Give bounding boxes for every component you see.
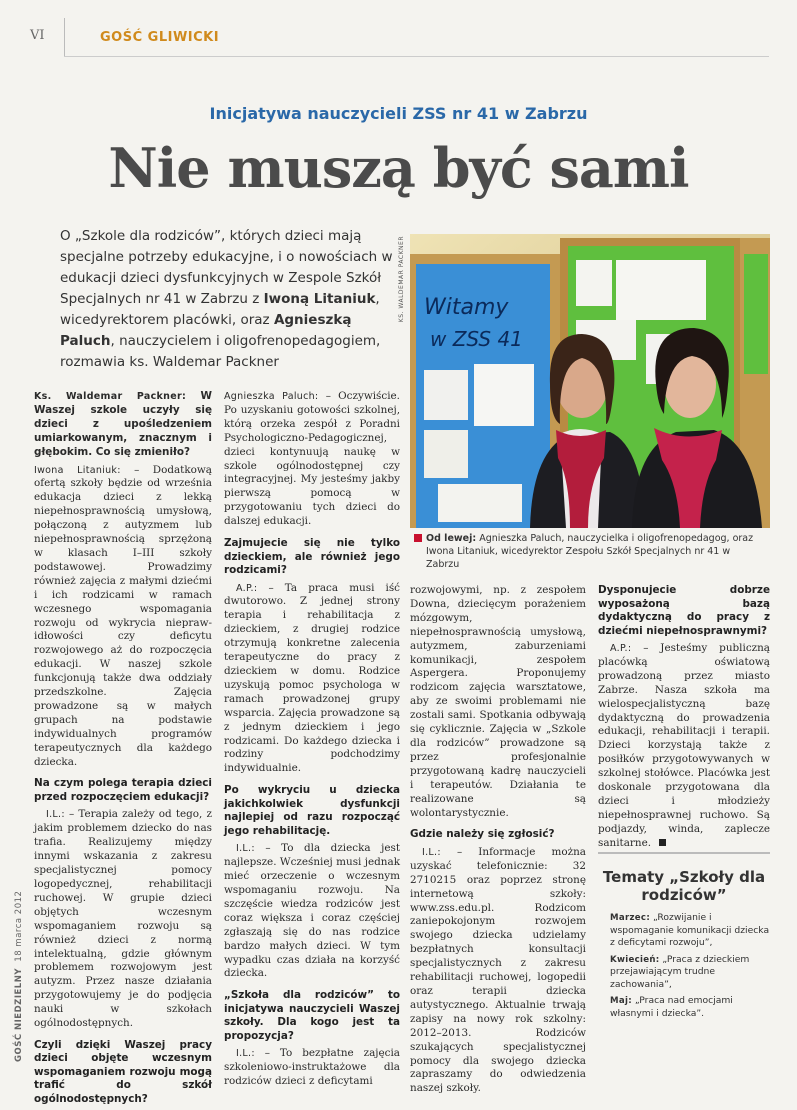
sidebar-topic: „Rozwijanie i wspomaganie komunikacji dziecka z deficytami rozwoju”,	[610, 912, 770, 948]
sidebar-month: Maj:	[610, 996, 632, 1006]
article-kicker: Inicjatywa nauczycieli ZSS nr 41 w Zabrzu	[209, 104, 588, 123]
answer-text: – Ta praca musi iść dwutorowo. Z jednej strony terapia i rehabilitacja z dzieckiem, z drugiej rodzice otrzymują konkretne zalecenia terapeutyczne do pracy z dzieckiem w domu. Rodzice uzyskują pomoc psychologa w ramach prowadzonej grupy wsparcia. Zajęcia prowadzone są z jednym dzieckiem i jego rodzicami. Do każdego dziecka i rodziny podchodzimy indywidualnie.	[224, 581, 400, 775]
speaker-label: I.L.:	[46, 809, 65, 821]
article-column-4	[598, 584, 770, 855]
caption-text: Agnieszka Paluch, nauczycielka i oligofrenopedagog, oraz Iwona Litaniuk, wicedyrektor Zespołu Szkół Specjalnych nr 41 w Zabrzu	[426, 533, 754, 570]
lead-text: , wicedyrektorem placówki, oraz	[60, 291, 380, 328]
board-text-zss: w ZSS 41	[430, 327, 523, 351]
answer-text: – Oczywiście. Po uzyskaniu gotowości szkolnej, którą orzeka zespół z Poradni Psychologiczno-Pedagogicznej, dzieci kontynuują naukę w szkole ogólnodostępnej czy integracyjnej. My jesteśmy jakby pierwszą pomocą w przygotowaniu tych dzieci do dalszej edukacji.	[224, 390, 400, 528]
answer-text: – Jesteśmy publiczną placówką oświatową prowadzoną przez miasto Zabrze. Nasza szkoła ma wielospecjalistyczną bazę dydaktyczną do prowadzenia edukacji, rehabilitacji i terapii. Dzieci korzystają także z posiłków przygotowywanych w szkolnej stołówce. Placówka jest doskonale przygotowana dla dzieci i młodzieży niepełnosprawnej ruchowo. Są podjazdy, winda, zaplecze sanitarne.	[598, 642, 770, 849]
article-headline: Nie muszą być sami	[108, 136, 689, 200]
lead-name-paluch: Agnieszką Paluch	[60, 312, 352, 349]
sidebar-item	[610, 954, 770, 992]
speaker-label: I.L.:	[236, 843, 255, 855]
board-text-witamy: Witamy	[424, 295, 509, 320]
answer-text: – To dla dziecka jest najlepsze. Wcześniej musi jednak mieć orzeczenie o wczesnym wspomaganiu rozwoju. Na szczęście wiedza rodziców jest coraz większa i coraz częściej zgłaszają się do nas rodzice bardzo małych dzieci. W tym wypadku czas działa na korzyść dziecka.	[224, 842, 400, 980]
sidebar-item	[610, 912, 770, 950]
header-rule	[64, 56, 769, 57]
speaker-label: A.P.:	[610, 643, 632, 654]
question-heading: Czyli dzięki Waszej pracy dzieci objęte wczesnym wspomaganiem rozwoju mogą trafić do szkół ogólnodostępnych?	[34, 1038, 212, 1105]
article-lead	[60, 226, 400, 373]
lead-text: O „Szkole dla rodziców”, których dzieci mają specjalne potrzeby edukacyjne, i o nowościach w edukacji dzieci dysfunkcyjnych w Zespole Szkół Specjalnych nr 41 w Zabrzu z	[60, 228, 393, 307]
answer-text: – Terapia zależy od tego, z jakim problemem dziecko do nas trafia. Realizujemy między innymi wskazania z zakresu specjalistycznej pomocy logopedycznej, rehabilitacji ruchowej. W grupie dzieci objętych wczesnym wspomaganiem rozwoju są również dzieci z normą intelektualną, gdzie głównym problemem rozwojowym jest autyzm. Przez nasze działania przygotowujemy je do podjęcia nauki w szkołach ogólnodostępnych.	[34, 808, 212, 1030]
sidebar-item	[610, 995, 770, 1020]
article-photo	[410, 234, 770, 528]
lead-name-litaniuk: Iwoną Litaniuk	[263, 291, 376, 307]
sidebar-month: Marzec:	[610, 913, 651, 923]
topics-sidebar	[598, 852, 770, 1050]
side-footer	[14, 872, 28, 1062]
answer-text: rozwojowymi, np. z zespołem Downa, dziecięcym porażeniem mózgowym, niepełnosprawnością umysłową, autyzmem, zaburzeniami komunikacji, zespołem Aspergera. Proponujemy rodzicom zajęcia warsztatowe, aby ze swoimi problemami nie zostali sami. Spotkania odbywają się cyklicznie. Zajęcia w „Szkole dla rodziców” prowadzone są przez profesjonalnie przygotowaną kadrę nauczycieli i terapeutów. Działania te realizowane są wolontarystycznie.	[410, 584, 586, 819]
photo-caption	[426, 532, 766, 571]
footer-magazine: GOŚĆ NIEDZIELNY	[14, 968, 24, 1062]
answer-text: – To bezpłatne zajęcia szkoleniowo-instruktażowe dla rodziców dzieci z deficytami	[224, 1047, 400, 1088]
article-column-2	[224, 390, 400, 1093]
caption-lead: Od lewej:	[426, 533, 477, 544]
answer-text: – Dodatkową ofertą szkoły będzie od września edukacja dzieci z lekką niepełnosprawnością umysłową, połączoną z autyzmem lub niepełnosprawnością sprzężoną w klasach I–III szkoły podstawowej. Prowadzimy również zajęcia z małymi dziećmi i ich rodzicami w ramach wczesnego wspomagania rozwoju od wykrycia nieprawidłowości czy deficytu rozwojowego aż do rozpoczęcia edukacji. W naszej szkole funkcjonują także dwa oddziały przedszkolne. Zajęcia prowadzone są w małych grupach na podstawie indywidualnych programów terapeutycznych dla każdego dziecka.	[34, 463, 212, 768]
sidebar-topic: „Praca nad emocjami własnymi i dziecka”.	[610, 995, 733, 1019]
sidebar-topic: „Praca z dzieckiem przejawiającym trudne zachowania”,	[610, 953, 750, 990]
speaker-label: Iwona Litaniuk:	[34, 464, 121, 476]
footer-date: 18 marca 2012	[14, 890, 24, 962]
lead-text: , nauczycielem i oligofrenopedagogiem, rozmawia ks. Waldemar Packner	[60, 333, 381, 370]
page-number: VI	[30, 28, 45, 43]
speaker-label: Agnieszka Paluch:	[224, 391, 319, 402]
magazine-section-title: GOŚĆ GLIWICKI	[100, 30, 220, 45]
question-heading: „Szkoła dla rodziców” to inicjatywa nauczycieli Waszej szkoły. Dla kogo jest ta propozycja?	[224, 989, 400, 1042]
speaker-label: A.P.:	[236, 582, 258, 594]
question-heading: Po wykryciu u dziecka jakichkolwiek dysfunkcji najlepiej od razu rozpocząć jego rehabilitację.	[224, 784, 400, 837]
question-heading: Na czym polega terapia dzieci przed rozpoczęciem edukacji?	[34, 777, 212, 803]
question-heading: Dysponujecie dobrze wyposażoną bazą dydaktyczną do pracy z dziećmi niepełnosprawnymi?	[598, 584, 770, 637]
article-column-3	[410, 584, 586, 1100]
question-heading: Zajmujecie się nie tylko dzieckiem, ale również jego rodzicami?	[224, 537, 400, 577]
speaker-label: Ks. Waldemar Packner:	[34, 391, 187, 402]
caption-marker	[414, 534, 422, 542]
question-heading: Gdzie należy się zgłosić?	[410, 828, 555, 841]
answer-text: – Informacje można uzyskać telefonicznie: 32 2710215 oraz poprzez stronę internetową szkoły: www.zss.edu.pl. Rodzicom zaniepokojonym rozwojem swojego dziecka udzielamy bezpłatnych konsultacji specjalistycznych z zakresu rehabilitacji ruchowej, logopedii oraz terapii dziecka autystycznego. Aktualnie trwają zapisy na nowy rok szkolny: 2012–2013. Rodziców szukających specjalistycznej pomocy dla swojego dziecka zapraszamy do odwiedzenia naszej szkoły.	[410, 845, 586, 1095]
header-divider	[64, 18, 65, 56]
speaker-label: I.L.:	[236, 1048, 255, 1060]
speaker-label: I.L.:	[422, 846, 441, 858]
sidebar-month: Kwiecień:	[610, 954, 660, 965]
question-text: W Waszej szkole uczyły się dzieci z upośledzeniem umiarkowanym, znacznym i głębokim. Co się zmieniło?	[34, 390, 212, 458]
article-column-1	[34, 390, 212, 1110]
article-end-mark	[659, 839, 666, 846]
photo-credit: KS. WALDEMAR PACKNER	[398, 236, 405, 323]
sidebar-title: Tematy „Szkoły dla rodziców”	[602, 868, 766, 904]
